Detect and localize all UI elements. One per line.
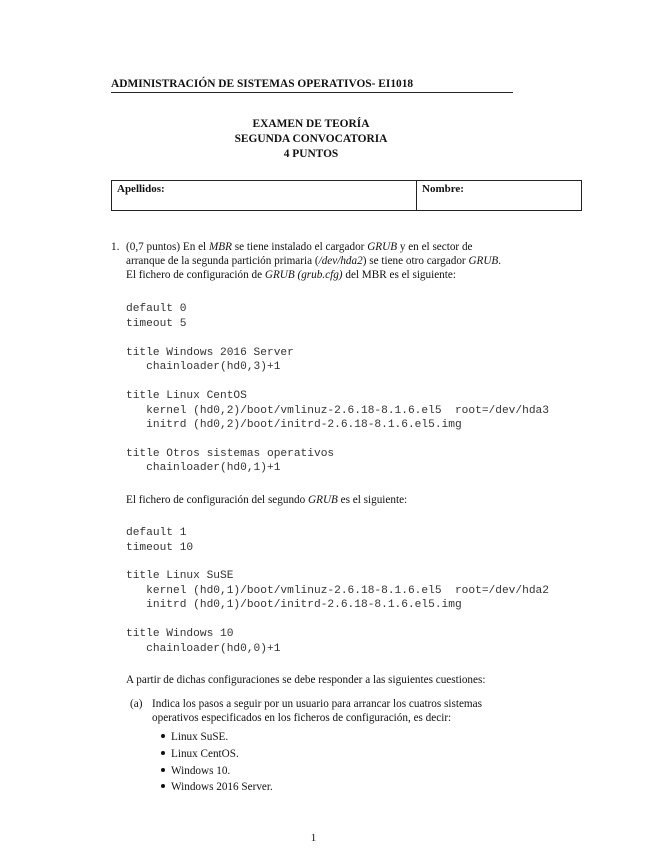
subquestion-line-2: operativos especificados en los ficheros de configuración, es decir: <box>152 712 452 724</box>
exam-session: SEGUNDA CONVOCATORIA <box>234 133 388 145</box>
cfg1-line: initrd (hd0,2)/boot/initrd-2.6.18-8.1.6.el5.img <box>126 419 462 431</box>
cfg2-line: kernel (hd0,1)/boot/vmlinuz-2.6.18-8.1.6.el5 root=/dev/hda2 <box>126 585 549 597</box>
bullet-item: Windows 10. <box>161 765 230 777</box>
question-line-4: El fichero de configuración del segundo GRUB es el siguiente: <box>126 494 408 506</box>
question-number: 1. <box>111 241 120 253</box>
bullet-icon <box>161 768 165 772</box>
subquestion-line-1: Indica los pasos a seguir por un usuario para arrancar los cuatros sistemas <box>152 698 482 710</box>
box-divider <box>416 181 417 210</box>
student-info-box <box>111 180 582 211</box>
surname-label: Apellidos: <box>117 183 165 195</box>
cfg1-line: kernel (hd0,2)/boot/vmlinuz-2.6.18-8.1.6.el5 root=/dev/hda3 <box>126 405 549 417</box>
cfg2-line: timeout 10 <box>126 542 194 554</box>
header-rule <box>111 92 513 93</box>
cfg1-line: title Otros sistemas operativos <box>126 448 335 460</box>
subquestion-label: (a) <box>130 698 143 710</box>
question-line-2: arranque de la segunda partición primaria (/dev/hda2) se tiene otro cargador GRUB. <box>126 255 502 267</box>
cfg2-line: initrd (hd0,1)/boot/initrd-2.6.18-8.1.6.el5.img <box>126 599 462 611</box>
page-number: 1 <box>310 832 317 844</box>
name-label: Nombre: <box>422 183 464 195</box>
bullet-item: Windows 2016 Server. <box>161 781 273 793</box>
cfg1-line: title Windows 2016 Server <box>126 347 294 359</box>
question-line-3: El fichero de configuración de GRUB (grub.cfg) del MBR es el siguiente: <box>126 269 456 281</box>
exam-title: EXAMEN DE TEORÍA <box>252 118 370 130</box>
cfg2-line: chainloader(hd0,0)+1 <box>126 643 281 655</box>
cfg1-line: chainloader(hd0,1)+1 <box>126 462 281 474</box>
bullet-icon <box>161 751 165 755</box>
bullet-item: Linux CentOS. <box>161 748 239 760</box>
question-line-5: A partir de dichas configuraciones se debe responder a las siguientes cuestiones: <box>126 674 486 686</box>
bullet-icon <box>161 734 165 738</box>
exam-points: 4 PUNTOS <box>283 148 339 160</box>
cfg1-line: chainloader(hd0,3)+1 <box>126 361 281 373</box>
cfg2-line: default 1 <box>126 527 187 539</box>
cfg2-line: title Linux SuSE <box>126 570 234 582</box>
cfg1-line: timeout 5 <box>126 318 187 330</box>
cfg1-line: title Linux CentOS <box>126 390 247 402</box>
cfg2-line: title Windows 10 <box>126 628 234 640</box>
question-line-1: (0,7 puntos) En el MBR se tiene instalado el cargador GRUB y en el sector de <box>126 241 473 253</box>
bullet-item: Linux SuSE. <box>161 731 228 743</box>
cfg1-line: default 0 <box>126 303 187 315</box>
bullet-icon <box>161 784 165 788</box>
page-header: ADMINISTRACIÓN DE SISTEMAS OPERATIVOS- EI1018 <box>111 78 414 90</box>
